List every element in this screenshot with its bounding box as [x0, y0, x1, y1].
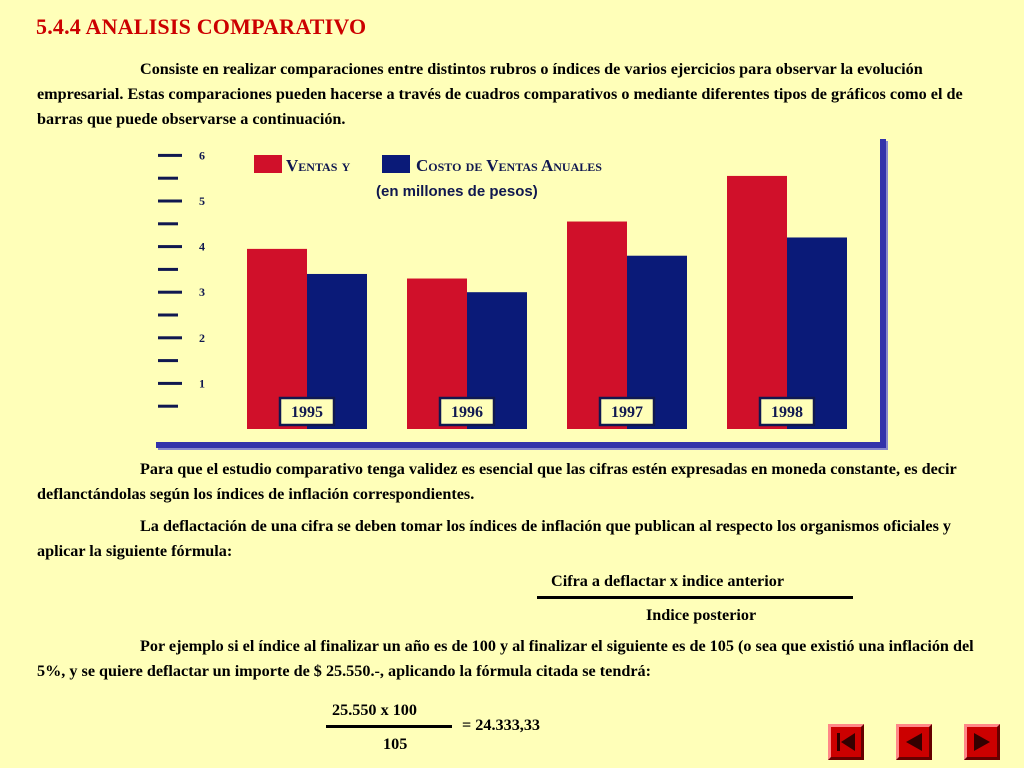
next-slide-icon: [967, 727, 997, 757]
y-axis-tick: [158, 222, 178, 225]
y-axis-tick: [158, 268, 178, 271]
chart-title-part1: Ventas y: [286, 156, 351, 175]
y-tick-label: 6: [199, 148, 205, 163]
next-slide-button[interactable]: [964, 724, 1000, 760]
intro-paragraph: Consiste en realizar comparaciones entre distintos rubros o índices de varios ejercicios para observar la evolución empresarial. Estas comparaciones pueden hacerse a través de cuadros comparativos o mediante diferentes tipos de gráficos como el de barras que puede observarse a continuación.: [37, 60, 963, 128]
chart-title-part2: Costo de Ventas Anuales: [416, 156, 602, 175]
category-label: 1997: [611, 404, 643, 421]
y-tick-label: 1: [199, 376, 205, 391]
chart-subtitle: (en millones de pesos): [376, 183, 538, 200]
example-denominator: 105: [383, 735, 408, 753]
example-result: = 24.333,33: [462, 716, 541, 734]
y-axis-tick: [158, 291, 182, 294]
previous-slide-button[interactable]: [896, 724, 932, 760]
first-slide-button[interactable]: [828, 724, 864, 760]
example-numerator: 25.550 x 100: [332, 701, 417, 719]
bar-chart: [156, 139, 886, 448]
y-axis-tick: [158, 336, 182, 339]
legend-swatch-costo: [382, 155, 410, 173]
bar-ventas-1998: [727, 176, 787, 429]
chart-svg: [156, 139, 880, 442]
deflation-paragraph: La deflactación de una cifra se deben tomar los índices de inflación que publican al respecto los organismos oficiales y aplicar la siguiente fórmula:: [37, 517, 952, 560]
formula-fraction-line: [537, 596, 853, 599]
category-label: 1995: [291, 404, 323, 421]
first-slide-icon: [831, 727, 861, 757]
formula-numerator: Cifra a deflactar x indice anterior: [551, 572, 785, 590]
formula-denominator: Indice posterior: [646, 606, 757, 624]
y-axis-tick: [158, 245, 182, 248]
y-axis-tick: [158, 359, 178, 362]
y-axis-tick: [158, 382, 182, 385]
y-axis-tick: [158, 314, 178, 317]
y-tick-label: 3: [199, 285, 205, 300]
page-title: 5.4.4 ANALISIS COMPARATIVO: [36, 14, 367, 39]
example-fraction-line: [326, 725, 452, 728]
y-tick-label: 5: [199, 194, 205, 208]
example-paragraph: Por ejemplo si el índice al finalizar un año es de 100 y al finalizar el siguiente es de 105 (o sea que existió una inflación del 5%, y se quiere deflactar un importe de $ 25.550.-, aplicando la fórmula citada se tendrá:: [37, 637, 974, 680]
constant-currency-paragraph: Para que el estudio comparativo tenga validez es esencial que las cifras estén expresadas en moneda constante, es decir deflanctándolas según los índices de inflación correspondientes.: [37, 460, 957, 503]
category-label: 1998: [771, 404, 803, 421]
y-tick-label: 4: [199, 239, 205, 254]
y-tick-label: 2: [199, 330, 205, 345]
category-label: 1996: [451, 404, 483, 421]
y-axis-tick: [158, 154, 182, 157]
legend-swatch-ventas: [254, 155, 282, 173]
previous-slide-icon: [899, 727, 929, 757]
y-axis-tick: [158, 177, 178, 180]
y-axis-tick: [158, 200, 182, 203]
y-axis-tick: [158, 405, 178, 408]
